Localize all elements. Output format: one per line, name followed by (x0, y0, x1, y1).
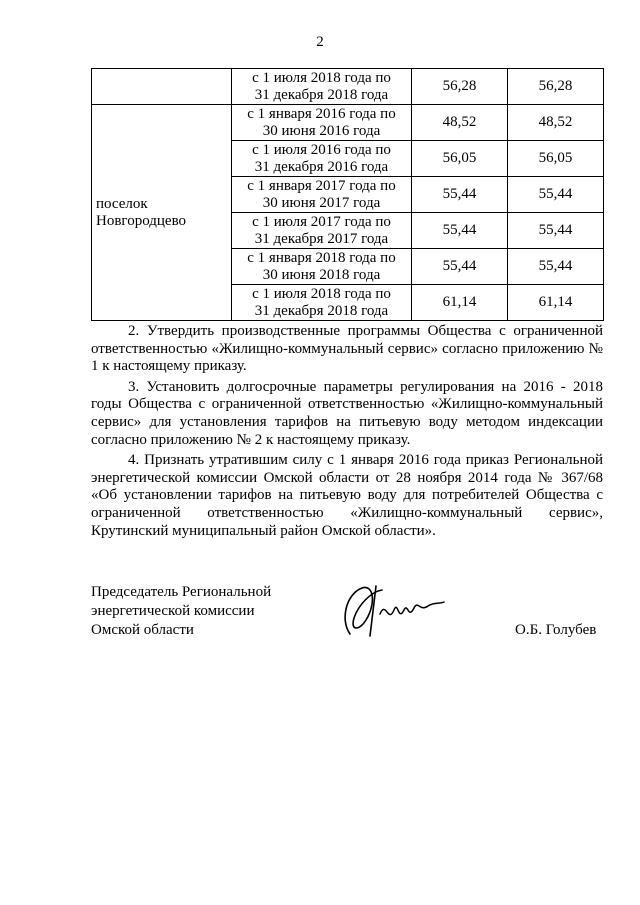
signatory-name: О.Б. Голубев (515, 622, 597, 638)
value-cell: 55,44 (508, 249, 604, 285)
empty-location-cell (92, 69, 232, 105)
period-line: 31 декабря 2016 года (254, 158, 389, 175)
value-cell: 55,44 (508, 177, 604, 213)
location-cell (92, 105, 232, 321)
value-cell: 55,44 (412, 249, 508, 285)
value-cell: 55,44 (412, 213, 508, 249)
value-cell: 61,14 (412, 285, 508, 321)
period-line: с 1 июля 2018 года по (252, 69, 391, 86)
value-cell: 56,28 (412, 69, 508, 105)
paragraph-approve-programs: 2. Утвердить производственные программы Общества с ограниченной ответственностью «Жилищно-коммунальный сервис» согласно приложению № 1 к настоящему приказу. (91, 323, 603, 375)
location-line: поселок (96, 195, 148, 212)
period-cell (232, 213, 412, 249)
period-line: 30 июня 2016 года (262, 122, 381, 139)
period-cell (232, 141, 412, 177)
period-line: 30 июня 2018 года (262, 266, 381, 283)
period-line: 31 декабря 2017 года (254, 230, 389, 247)
period-line: с 1 января 2018 года по (247, 249, 396, 266)
tariff-table (91, 68, 604, 321)
page-number: 2 (316, 34, 324, 50)
paragraph-set-parameters: 3. Установить долгосрочные параметры регулирования на 2016 - 2018 годы Общества с ограниченной ответственностью «Жилищно-коммунальный сервис» для установления тарифов на питьевую воду методом индексации согласно приложению № 2 к настоящему приказу. (91, 378, 603, 448)
period-line: 31 декабря 2018 года (254, 86, 389, 103)
signatory-title-line: энергетической комиссии (91, 603, 255, 619)
location-line: Новгородцево (96, 212, 187, 229)
period-cell (232, 69, 412, 105)
period-line: с 1 июля 2017 года по (252, 213, 391, 230)
period-cell (232, 105, 412, 141)
signatory-title-line: Председатель Региональной (91, 584, 272, 600)
period-line: с 1 июля 2018 года по (252, 285, 391, 302)
period-cell (232, 249, 412, 285)
value-cell: 56,05 (412, 141, 508, 177)
value-cell: 61,14 (508, 285, 604, 321)
handwritten-signature (336, 580, 446, 642)
value-cell: 48,52 (508, 105, 604, 141)
period-cell (232, 177, 412, 213)
body-text (91, 323, 603, 543)
value-cell: 55,44 (508, 213, 604, 249)
period-line: с 1 января 2017 года по (247, 177, 396, 194)
period-line: с 1 января 2016 года по (247, 105, 396, 122)
period-line: 30 июня 2017 года (262, 194, 381, 211)
paragraph-repeal-order: 4. Признать утратившим силу с 1 января 2016 года приказ Региональной энергетической комиссии Омской области от 28 ноября 2014 года № 367/68 «Об установлении тарифов на питьевую воду для потребителей Общества с ограниченной ответственностью «Жилищно-коммунальный сервис», Крутинский муниципальный район Омской области». (91, 452, 603, 539)
value-cell: 48,52 (412, 105, 508, 141)
value-cell: 56,05 (508, 141, 604, 177)
value-cell: 55,44 (412, 177, 508, 213)
period-line: 31 декабря 2018 года (254, 302, 389, 319)
value-cell: 56,28 (508, 69, 604, 105)
signatory-title-line: Омской области (91, 622, 194, 638)
period-line: с 1 июля 2016 года по (252, 141, 391, 158)
signatory-title (91, 583, 271, 640)
table-row (92, 105, 604, 141)
table-row (92, 69, 604, 105)
period-cell (232, 285, 412, 321)
